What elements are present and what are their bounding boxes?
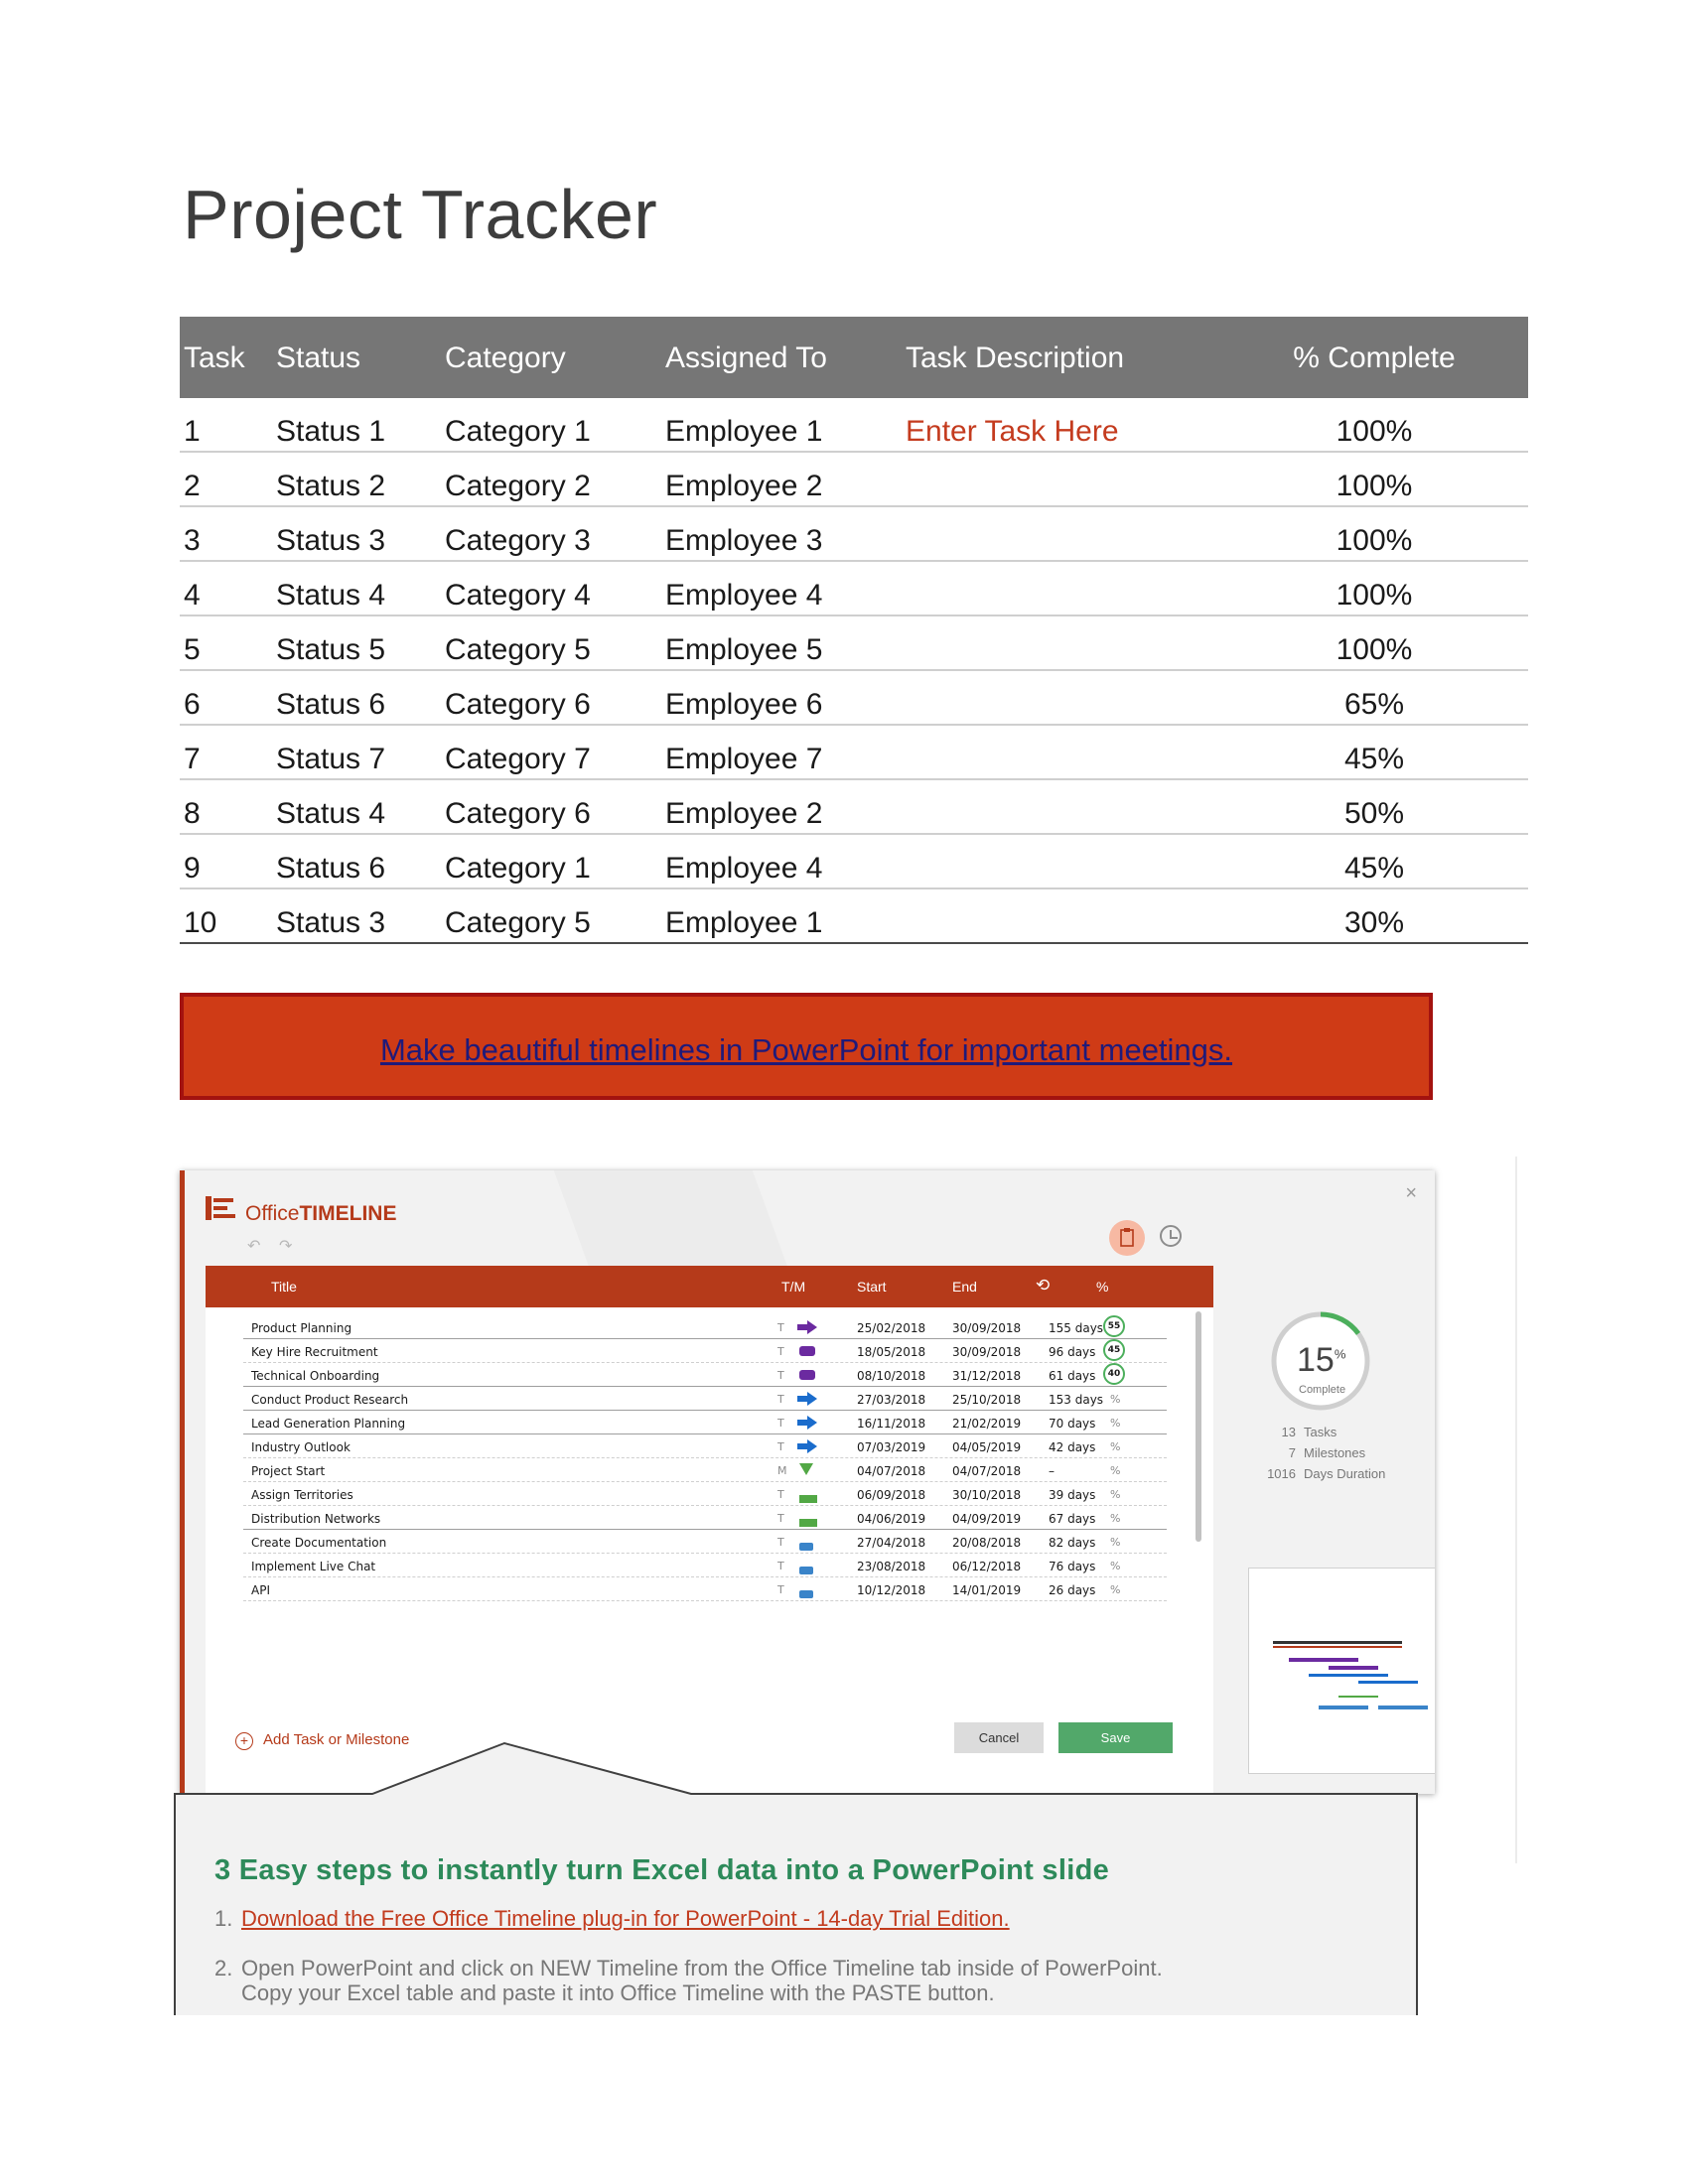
cell-percent-complete[interactable]: 65% (1343, 688, 1405, 721)
column-title: Title (271, 1279, 297, 1295)
task-row[interactable] (243, 1458, 1167, 1482)
cell-assigned-to[interactable]: Employee 6 (665, 688, 823, 721)
task-title: Product Planning (251, 1321, 352, 1335)
task-start-date: 27/03/2018 (857, 1393, 926, 1407)
task-type: T (777, 1488, 784, 1501)
bar-icon[interactable] (799, 1543, 813, 1551)
cell-assigned-to[interactable]: Employee 3 (665, 524, 823, 557)
cell-status[interactable]: Status 7 (276, 743, 386, 775)
task-percent: % (1110, 1512, 1121, 1525)
cell-assigned-to[interactable]: Employee 7 (665, 743, 823, 775)
arrow-icon[interactable] (807, 1439, 817, 1453)
column-start: Start (857, 1279, 887, 1295)
task-end-date: 06/12/2018 (952, 1560, 1022, 1573)
table-row (180, 671, 1528, 726)
cell-status[interactable]: Status 4 (276, 579, 386, 612)
step-2-line-2: Copy your Excel table and paste it into Office Timeline with the PASTE button. (241, 1980, 995, 2005)
task-title: Lead Generation Planning (251, 1417, 406, 1431)
task-start-date: 16/11/2018 (857, 1417, 926, 1431)
cell-task[interactable]: 4 (184, 579, 201, 612)
cell-task[interactable]: 2 (184, 470, 201, 502)
table-row (180, 889, 1528, 944)
task-title: Assign Territories (251, 1488, 353, 1502)
task-start-date: 25/02/2018 (857, 1321, 926, 1335)
cell-category[interactable]: Category 4 (445, 579, 591, 612)
task-start-date: 04/07/2018 (857, 1464, 926, 1478)
task-duration: 153 days (1049, 1393, 1104, 1407)
task-duration: 76 days (1049, 1560, 1096, 1573)
stat-milestones: 7 Milestones (1288, 1445, 1366, 1460)
cell-task[interactable]: 7 (184, 743, 201, 775)
double-arrow-icon[interactable] (799, 1495, 817, 1503)
cell-assigned-to[interactable]: Employee 2 (665, 470, 823, 502)
task-end-date: 25/10/2018 (952, 1393, 1022, 1407)
header-assigned-to: Assigned To (665, 341, 827, 374)
office-timeline-screenshot (180, 1170, 1435, 1794)
stat-days-duration: 1016 Days Duration (1267, 1466, 1386, 1481)
task-title: Implement Live Chat (251, 1560, 376, 1573)
office-timeline-logo-icon (206, 1196, 237, 1220)
cancel-button[interactable]: Cancel (954, 1722, 1044, 1753)
task-percent: % (1110, 1417, 1121, 1430)
task-type: T (777, 1512, 784, 1525)
cell-status[interactable]: Status 1 (276, 415, 386, 448)
task-row[interactable] (243, 1315, 1167, 1339)
add-icon[interactable]: + (235, 1732, 253, 1750)
percent-ring[interactable]: 55 (1103, 1315, 1125, 1337)
cell-percent-complete[interactable]: 100% (1336, 524, 1413, 557)
cell-percent-complete[interactable]: 30% (1343, 906, 1405, 939)
task-list-panel (206, 1266, 1213, 1794)
office-timeline-brand: OfficeTIMELINE (245, 1202, 397, 1225)
table-header (180, 317, 1528, 398)
task-end-date: 04/07/2018 (952, 1464, 1022, 1478)
cell-task[interactable]: 5 (184, 633, 201, 666)
arrow-icon[interactable] (807, 1392, 817, 1406)
header-percent-complete: % Complete (1293, 341, 1456, 374)
header-category: Category (445, 341, 566, 374)
cell-category[interactable]: Category 7 (445, 743, 591, 775)
cell-assigned-to[interactable]: Employee 2 (665, 797, 823, 830)
task-row[interactable] (243, 1363, 1167, 1387)
header-status: Status (276, 341, 361, 374)
task-row[interactable] (243, 1530, 1167, 1554)
cell-status[interactable]: Status 4 (276, 797, 386, 830)
table-row (180, 562, 1528, 616)
task-row[interactable] (243, 1411, 1167, 1434)
table-row (180, 780, 1528, 835)
close-icon[interactable]: × (1405, 1182, 1417, 1204)
table-row (180, 507, 1528, 562)
task-duration: 42 days (1049, 1440, 1096, 1454)
task-type: T (777, 1345, 784, 1358)
task-start-date: 27/04/2018 (857, 1536, 926, 1550)
task-start-date: 07/03/2019 (857, 1440, 926, 1454)
cell-assigned-to[interactable]: Employee 1 (665, 415, 823, 448)
completion-label: Complete (1299, 1384, 1346, 1396)
undo-icon[interactable]: ↶ (247, 1238, 261, 1255)
header-task: Task (184, 341, 245, 374)
percent-ring[interactable]: 45 (1103, 1339, 1125, 1361)
task-percent: % (1110, 1440, 1121, 1453)
pill-icon[interactable] (799, 1346, 815, 1356)
cell-category[interactable]: Category 2 (445, 470, 591, 502)
arrow-icon[interactable] (807, 1416, 817, 1430)
paste-icon[interactable] (1109, 1220, 1145, 1256)
task-end-date: 30/09/2018 (952, 1345, 1022, 1359)
promo-banner (180, 993, 1433, 1100)
arrow-icon[interactable] (807, 1320, 817, 1334)
task-row[interactable] (243, 1577, 1167, 1601)
task-duration: 67 days (1049, 1512, 1096, 1526)
add-task-or-milestone-button[interactable]: Add Task or Milestone (263, 1731, 410, 1748)
table-row (180, 726, 1528, 780)
steps-title: 3 Easy steps to instantly turn Excel data into a PowerPoint slide (214, 1854, 1110, 1886)
save-button[interactable]: Save (1058, 1722, 1173, 1753)
header-task-description: Task Description (906, 341, 1125, 374)
table-row (180, 835, 1528, 889)
task-start-date: 08/10/2018 (857, 1369, 926, 1383)
task-duration: 70 days (1049, 1417, 1096, 1431)
column-percent: % (1096, 1279, 1109, 1295)
clock-icon[interactable] (1160, 1225, 1182, 1247)
cell-percent-complete[interactable]: 45% (1343, 852, 1405, 885)
task-title: API (251, 1583, 270, 1597)
accent-bar (180, 1170, 185, 1794)
task-type: M (777, 1464, 787, 1477)
cell-category[interactable]: Category 6 (445, 797, 591, 830)
task-end-date: 21/02/2019 (952, 1417, 1022, 1431)
task-row[interactable] (243, 1434, 1167, 1458)
task-type: T (777, 1393, 784, 1406)
task-percent: % (1110, 1560, 1121, 1572)
duration-icon: ⟲ (1036, 1276, 1051, 1295)
task-type: T (777, 1369, 784, 1382)
cell-percent-complete[interactable]: 100% (1336, 415, 1413, 448)
table-row (180, 398, 1528, 453)
cell-category[interactable]: Category 1 (445, 852, 591, 885)
cell-task[interactable]: 1 (184, 415, 201, 448)
column-end: End (952, 1279, 977, 1295)
cell-task[interactable]: 10 (184, 906, 217, 939)
task-list-header (206, 1266, 1213, 1307)
task-type: T (777, 1440, 784, 1453)
cell-category[interactable]: Category 6 (445, 688, 591, 721)
table-row (180, 616, 1528, 671)
task-start-date: 10/12/2018 (857, 1583, 926, 1597)
stat-tasks: 13 Tasks (1281, 1425, 1337, 1439)
task-percent: % (1110, 1536, 1121, 1549)
task-start-date: 23/08/2018 (857, 1560, 926, 1573)
task-title: Industry Outlook (251, 1440, 351, 1454)
task-title: Conduct Product Research (251, 1393, 409, 1407)
pill-icon[interactable] (799, 1370, 815, 1380)
task-row[interactable] (243, 1506, 1167, 1530)
double-arrow-icon[interactable] (799, 1519, 817, 1527)
cell-percent-complete[interactable]: 100% (1336, 633, 1413, 666)
cell-status[interactable]: Status 3 (276, 906, 386, 939)
table-row (180, 453, 1528, 507)
cell-assigned-to[interactable]: Employee 5 (665, 633, 823, 666)
cell-status[interactable]: Status 6 (276, 852, 386, 885)
cell-percent-complete[interactable]: 100% (1336, 470, 1413, 502)
cell-task[interactable]: 6 (184, 688, 201, 721)
step-1-number: 1. (214, 1906, 233, 1931)
cell-task[interactable]: 8 (184, 797, 201, 830)
task-duration: 96 days (1049, 1345, 1096, 1359)
cell-task[interactable]: 9 (184, 852, 201, 885)
bar-icon[interactable] (799, 1567, 813, 1574)
cell-task[interactable]: 3 (184, 524, 201, 557)
task-end-date: 04/05/2019 (952, 1440, 1022, 1454)
cell-percent-complete[interactable]: 45% (1343, 743, 1405, 775)
column-tm: T/M (781, 1279, 806, 1295)
task-duration: 61 days (1049, 1369, 1096, 1383)
cell-category[interactable]: Category 5 (445, 633, 591, 666)
completion-percent: 15% (1297, 1341, 1346, 1379)
cell-assigned-to[interactable]: Employee 4 (665, 579, 823, 612)
page-title: Project Tracker (183, 176, 658, 253)
step-2-line-1: Open PowerPoint and click on NEW Timeline from the Office Timeline tab inside of PowerPoint. (241, 1956, 1163, 1980)
task-duration: 82 days (1049, 1536, 1096, 1550)
step-2-number: 2. (214, 1956, 233, 1980)
project-tracker-table (180, 317, 1528, 944)
task-row[interactable] (243, 1387, 1167, 1411)
task-type: T (777, 1560, 784, 1572)
task-title: Distribution Networks (251, 1512, 381, 1526)
task-duration: 26 days (1049, 1583, 1096, 1597)
cell-assigned-to[interactable]: Employee 4 (665, 852, 823, 885)
page-edge-divider (1515, 1157, 1517, 1863)
cell-percent-complete[interactable]: 100% (1336, 579, 1413, 612)
cell-category[interactable]: Category 3 (445, 524, 591, 557)
task-percent: % (1110, 1464, 1121, 1477)
task-percent: % (1110, 1583, 1121, 1596)
redo-icon[interactable]: ↷ (279, 1238, 293, 1255)
cell-task-description[interactable]: Enter Task Here (906, 415, 1119, 448)
task-title: Project Start (251, 1464, 326, 1478)
task-row[interactable] (243, 1554, 1167, 1577)
task-percent: % (1110, 1393, 1121, 1406)
cell-category[interactable]: Category 5 (445, 906, 591, 939)
task-end-date: 30/10/2018 (952, 1488, 1022, 1502)
cell-assigned-to[interactable]: Employee 1 (665, 906, 823, 939)
task-type: T (777, 1417, 784, 1430)
background-shape (554, 1170, 788, 1270)
task-end-date: 20/08/2018 (952, 1536, 1022, 1550)
task-duration: – (1049, 1464, 1055, 1478)
task-row[interactable] (243, 1339, 1167, 1363)
task-type: T (777, 1583, 784, 1596)
task-start-date: 18/05/2018 (857, 1345, 926, 1359)
task-end-date: 30/09/2018 (952, 1321, 1022, 1335)
task-type: T (777, 1536, 784, 1549)
milestone-icon[interactable] (799, 1463, 813, 1475)
task-end-date: 31/12/2018 (952, 1369, 1022, 1383)
task-title: Create Documentation (251, 1536, 387, 1550)
task-row[interactable] (243, 1482, 1167, 1506)
task-percent: % (1110, 1488, 1121, 1501)
cell-category[interactable]: Category 1 (445, 415, 591, 448)
task-title: Key Hire Recruitment (251, 1345, 378, 1359)
task-start-date: 04/06/2019 (857, 1512, 926, 1526)
task-title: Technical Onboarding (251, 1369, 380, 1383)
cell-percent-complete[interactable]: 50% (1343, 797, 1405, 830)
task-duration: 155 days (1049, 1321, 1104, 1335)
bar-icon[interactable] (799, 1590, 813, 1598)
task-start-date: 06/09/2018 (857, 1488, 926, 1502)
percent-ring[interactable]: 40 (1103, 1363, 1125, 1385)
task-duration: 39 days (1049, 1488, 1096, 1502)
task-end-date: 04/09/2019 (952, 1512, 1022, 1526)
scrollbar[interactable] (1196, 1311, 1201, 1542)
powerpoint-timeline-link[interactable]: Make beautiful timelines in PowerPoint for important meetings. (379, 1032, 1233, 1067)
cell-status[interactable]: Status 5 (276, 633, 386, 666)
download-plugin-link[interactable]: Download the Free Office Timeline plug-in for PowerPoint - 14-day Trial Edition. (241, 1906, 1010, 1931)
cell-status[interactable]: Status 3 (276, 524, 386, 557)
cell-status[interactable]: Status 6 (276, 688, 386, 721)
cell-status[interactable]: Status 2 (276, 470, 386, 502)
task-end-date: 14/01/2019 (952, 1583, 1022, 1597)
task-type: T (777, 1321, 784, 1334)
